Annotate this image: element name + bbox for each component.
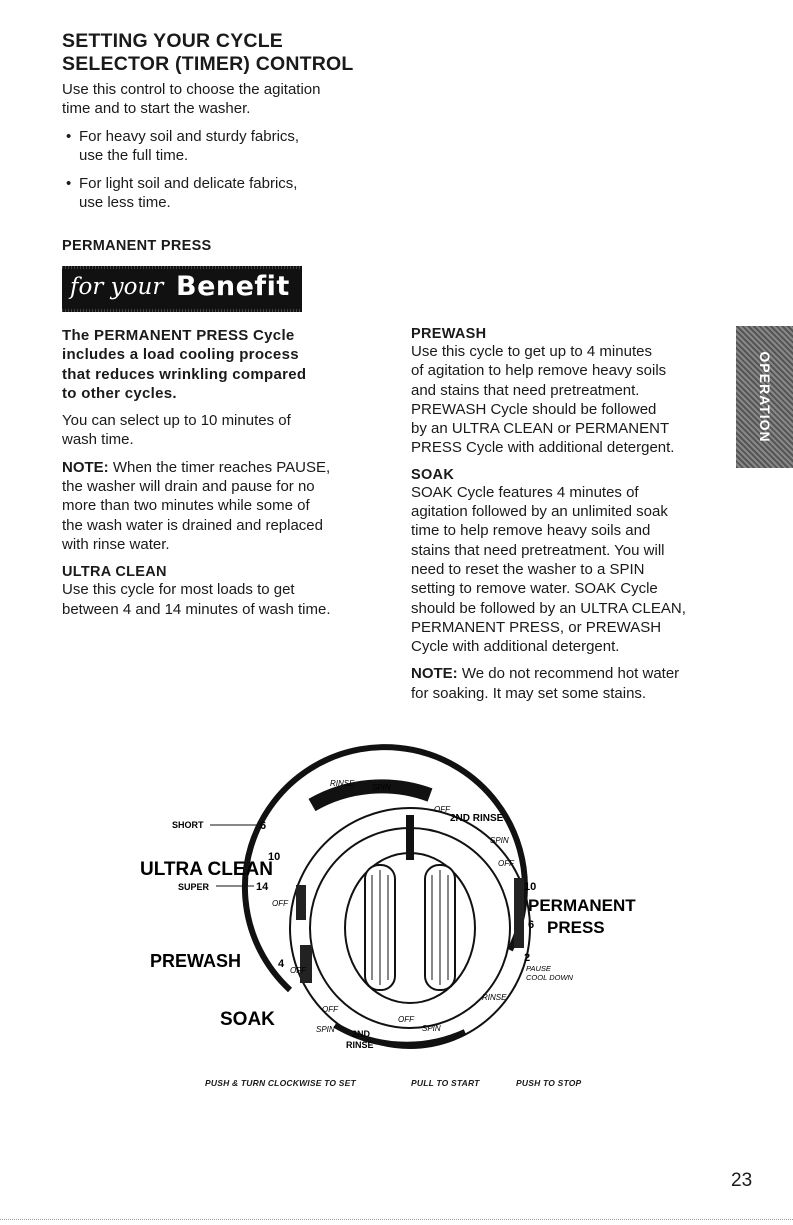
segment-mark [296, 885, 306, 920]
left-column [62, 326, 388, 619]
permanent-press-lead: The PERMANENT PRESS Cycle includes a load cooling process that reduces wrinkling compared to other cycles. [62, 327, 307, 402]
label-six-left: 6 [260, 820, 267, 832]
label-ten-left: 10 [268, 851, 281, 863]
label-2nd: 2ND [352, 1029, 371, 1039]
label-prewash: PREWASH [150, 951, 242, 971]
bullet-mark: • [66, 128, 72, 145]
label-rinse-top: RINSE [330, 779, 355, 788]
segment-mark [514, 878, 524, 948]
label-soak: SOAK [220, 1009, 275, 1030]
permanent-press-heading: PERMANENT PRESS [62, 238, 212, 254]
dial-pointer [406, 815, 414, 860]
label-super: SUPER [178, 882, 210, 892]
intro-line: time and to start the washer. [62, 100, 251, 118]
bullet-line: For heavy soil and sturdy fabrics, [79, 128, 300, 145]
label-press: PRESS [547, 918, 605, 937]
permanent-press-note: NOTE: When the timer reaches PAUSE, the washer will drain and pause for no more than two minutes while some of the wash water is drained and replaced with rinse water. [62, 458, 331, 553]
bullet-mark: • [66, 175, 72, 192]
label-cool-down: COOL DOWN [526, 973, 573, 982]
note-label: NOTE: [62, 458, 109, 476]
label-off: OFF [434, 805, 450, 814]
intro-text [62, 80, 321, 119]
bottom-rule [0, 1219, 793, 1220]
note-label: NOTE: [411, 665, 458, 683]
dial-top-band [312, 786, 430, 805]
heading-line-1: SETTING YOUR CYCLE [62, 30, 284, 52]
footer-push-turn: PUSH & TURN CLOCKWISE TO SET [205, 1078, 356, 1088]
label-rinse: RINSE [346, 1040, 374, 1050]
right-column [411, 326, 746, 703]
banner-stripe [62, 266, 302, 269]
page-number: 23 [731, 1170, 753, 1191]
prewash-heading: PREWASH [411, 326, 487, 342]
ultra-clean-text: Use this cycle for most loads to get between 4 and 14 minutes of wash time. [62, 581, 331, 618]
label-ultra-clean: ULTRA CLEAN [140, 859, 273, 880]
label-off: OFF [290, 966, 306, 975]
page-heading [62, 30, 354, 76]
for-your-benefit-banner [62, 266, 302, 312]
label-off: OFF [322, 1005, 338, 1014]
footer-pull-start: PULL TO START [411, 1078, 480, 1088]
label-short: SHORT [172, 820, 204, 830]
label-off: OFF [498, 859, 514, 868]
label-fourteen: 14 [256, 881, 269, 893]
label-spin: SPIN [422, 1024, 441, 1033]
label-spin: SPIN [316, 1025, 335, 1034]
side-tab-label: OPERATION [756, 351, 773, 443]
label-spin: SPIN [490, 836, 509, 845]
label-2nd-rinse: 2ND RINSE [450, 813, 504, 824]
label-permanent: PERMANENT [528, 896, 636, 915]
permanent-press-select: You can select up to 10 minutes of wash time. [62, 412, 291, 449]
banner-stripe [62, 309, 302, 312]
label-spin-top: SPIN [372, 783, 391, 792]
segment-mark [300, 945, 312, 983]
cycle-selector-dial [140, 770, 636, 1070]
prewash-text: Use this cycle to get up to 4 minutes of agitation to help remove heavy soils and stains that need pretreatment. PREWASH Cycle should be followed by an ULTRA CLEAN or PERMANENT PRESS Cycle with additional detergent. [411, 343, 675, 457]
bullet-line: For light soil and delicate fabrics, [79, 175, 298, 192]
label-two: 2 [524, 952, 531, 964]
label-four: 4 [278, 958, 285, 970]
banner-bold-text: Benefit [176, 271, 290, 302]
intro-line: Use this control to choose the agitation [62, 81, 321, 98]
bullet-line: use the full time. [79, 147, 189, 165]
soak-heading: SOAK [411, 466, 455, 483]
label-six-right: 6 [528, 919, 535, 931]
operation-side-tab [736, 326, 793, 468]
label-pause: PAUSE [526, 964, 551, 973]
heading-line-2: SELECTOR (TIMER) CONTROL [62, 53, 354, 75]
footer-push-stop: PUSH TO STOP [516, 1078, 582, 1088]
banner-script-text: for your [70, 274, 164, 300]
label-ten-right: 10 [524, 881, 537, 893]
label-off: OFF [272, 899, 288, 908]
label-rinse: RINSE [482, 993, 507, 1002]
soak-note: NOTE: We do not recommend hot water for soaking. It may set some stains. [411, 665, 680, 702]
label-off: OFF [398, 1015, 414, 1024]
bullet-line: use less time. [79, 194, 171, 212]
ultra-clean-heading: ULTRA CLEAN [62, 564, 167, 581]
soak-text: SOAK Cycle features 4 minutes of agitation followed by an unlimited soak time to help remove heavy soils and stains that need pretreatment. You will need to reset the washer to a SPIN setting to remove water. SOAK Cycle should be followed by an ULTRA CLEAN, PERMANENT PRESS, or PREWASH Cycle with additional detergent. [411, 483, 686, 656]
